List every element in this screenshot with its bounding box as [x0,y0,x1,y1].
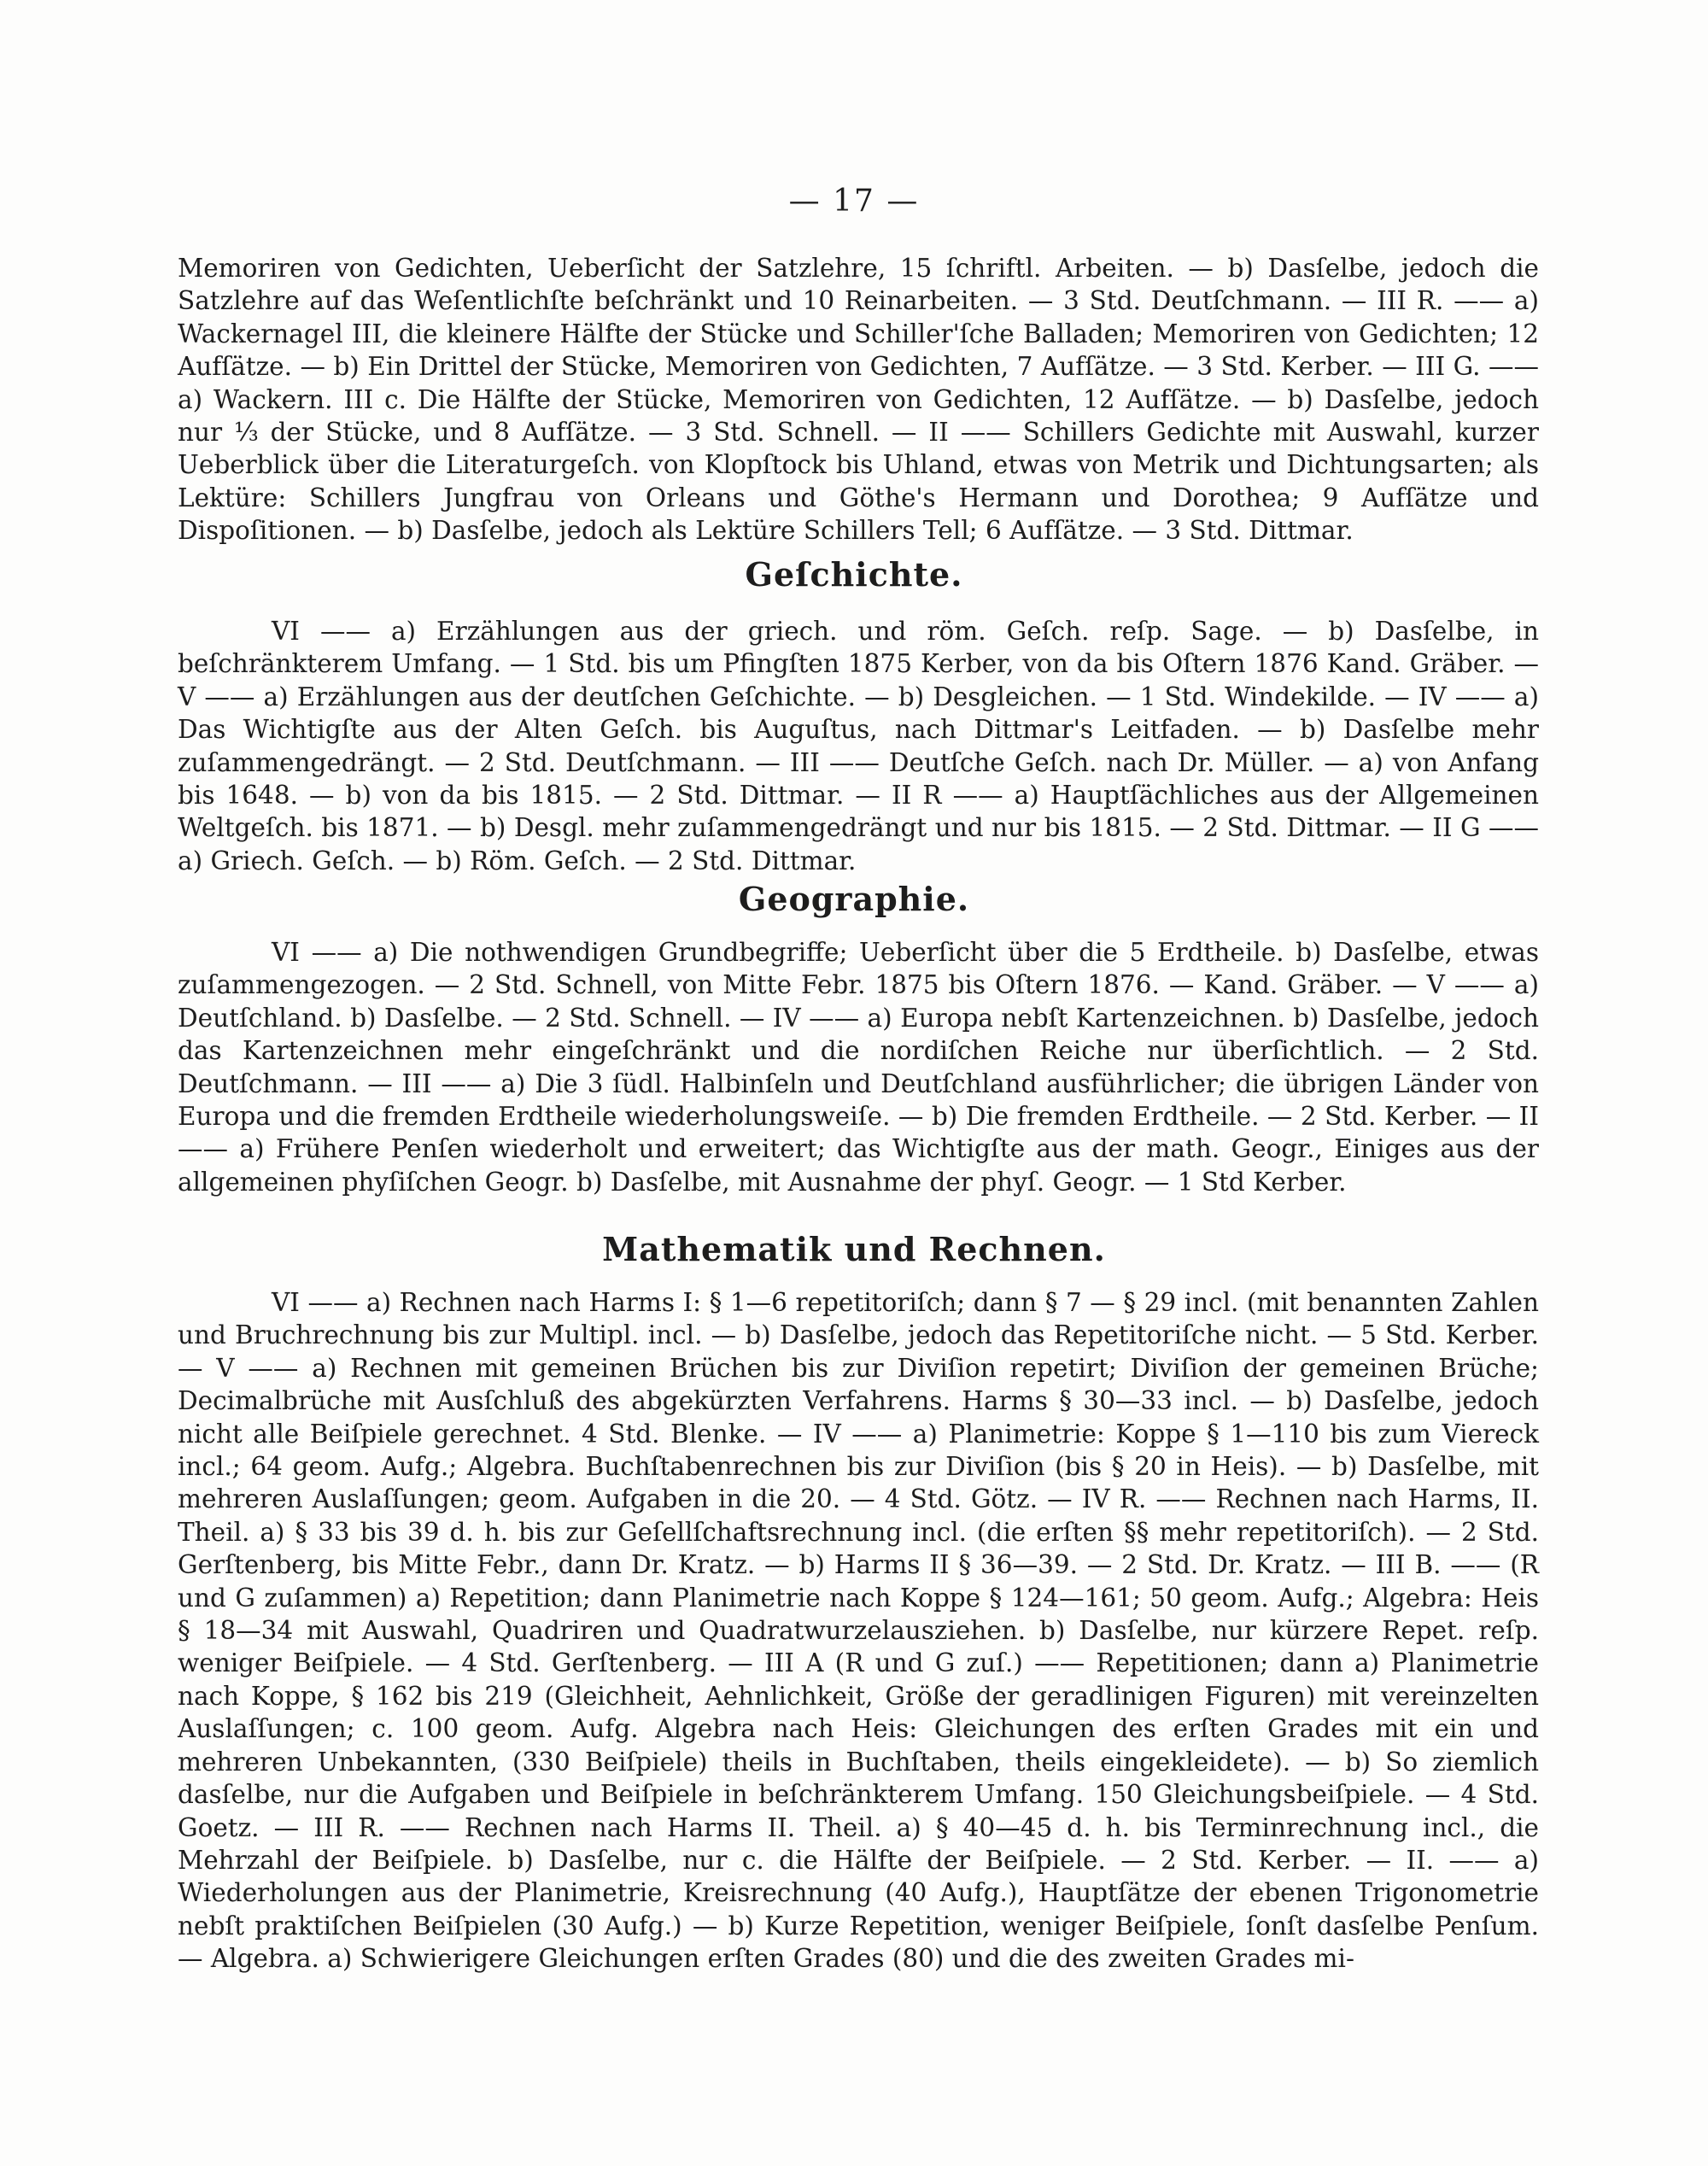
geschichte-paragraph: VI —— a) Erzählungen aus der griech. und röm. Geſch. reſp. Sage. — b) Dasſelbe, in beſchränkterem Umfang. — 1 Std. bis um Pfingſten 1875 Kerber, von da bis Oſtern 1876 Kand. Gräber. — V —— a) Erzählungen aus der deutſchen Geſchichte. — b) Desgleichen. — 1 Std. Windekilde. — IV —— a) Das Wichtigſte aus der Alten Geſch. bis Auguſtus, nach Dittmar's Leitfaden. — b) Dasſelbe mehr zuſammengedrängt. — 2 Std. Deutſchmann. — III —— Deutſche Geſch. nach Dr. Müller. — a) von Anfang bis 1648. — b) von da bis 1815. — 2 Std. Dittmar. — II R —— a) Hauptſächliches aus der Allgemeinen Weltgeſch. bis 1871. — b) Desgl. mehr zuſammengedrängt und nur bis 1815. — 2 Std. Dittmar. — II G —— a) Griech. Geſch. — b) Röm. Geſch. — 2 Std. Dittmar. [178,617,1539,875]
geographie-paragraph: VI —— a) Die nothwendigen Grundbegriffe; Ueberſicht über die 5 Erdtheile. b) Dasſelbe, etwas zuſammengezogen. — 2 Std. Schnell, von Mitte Febr. 1875 bis Oſtern 1876. — Kand. Gräber. — V —— a) Deutſchland. b) Dasſelbe. — 2 Std. Schnell. — IV —— a) Europa nebſt Kartenzeichnen. b) Dasſelbe, jedoch das Kartenzeichnen mehr eingeſchränkt und die nordiſchen Reiche nur überſichtlich. — 2 Std. Deutſchmann. — III —— a) Die 3 ſüdl. Halbinſeln und Deutſchland ausführlicher; die übrigen Länder von Europa und die fremden Erdtheile wiederholungsweiſe. — b) Die fremden Erdtheile. — 2 Std. Kerber. — II —— a) Frühere Penſen wiederholt und erweitert; das Wichtigſte aus der math. Geogr., Einiges aus der allgemeinen phyſiſchen Geogr. b) Dasſelbe, mit Ausnahme der phyſ. Geogr. — 1 Std Kerber. [178,938,1539,1197]
mathematik-paragraph: VI —— a) Rechnen nach Harms I: § 1—6 repetitoriſch; dann § 7 — § 29 incl. (mit benannten Zahlen und Bruchrechnung bis zur Multipl. incl. — b) Dasſelbe, jedoch das Repetitoriſche nicht. — 5 Std. Kerber. — V —— a) Rechnen mit gemeinen Brüchen bis zur Diviſion repetirt; Diviſion der gemeinen Brüche; Decimalbrüche mit Ausſchluß des abgekürzten Verfahrens. Harms § 30—33 incl. — b) Dasſelbe, jedoch nicht alle Beiſpiele gerechnet. 4 Std. Blenke. — IV —— a) Planimetrie: Koppe § 1—110 bis zum Viereck incl.; 64 geom. Aufg.; Algebra. Buchſtabenrechnen bis zur Diviſion (bis § 20 in Heis). — b) Dasſelbe, mit mehreren Auslaſſungen; geom. Aufgaben in die 20. — 4 Std. Götz. — IV R. —— Rechnen nach Harms, II. Theil. a) § 33 bis 39 d. h. bis zur Geſellſchaftsrechnung incl. (die erſten §§ mehr repetitoriſch). — 2 Std. Gerſtenberg, bis Mitte Febr., dann Dr. Kratz. — b) Harms II § 36—39. — 2 Std. Dr. Kratz. — III B. —— (R und G zuſammen) a) Repetition; dann Planimetrie nach Koppe § 124—161; 50 geom. Aufg.; Algebra: Heis § 18—34 mit Auswahl, Quadriren und Quadratwurzelausziehen. b) Dasſelbe, nur kürzere Repet. reſp. weniger Beiſpiele. — 4 Std. Gerſtenberg. — III A (R und G zuſ.) —— Repetitionen; dann a) Planimetrie nach Koppe, § 162 bis 219 (Gleichheit, Aehnlichkeit, Größe der geradlinigen Figuren) mit vereinzelten Auslaſſungen; c. 100 geom. Aufg. Algebra nach Heis: Gleichungen des erſten Grades mit ein und mehreren Unbekannten, (330 Beiſpiele) theils in Buchſtaben, theils eingekleidete). — b) So ziemlich dasſelbe, nur die Aufgaben und Beiſpiele in beſchränkterem Umfang. 150 Gleichungsbeiſpiele. — 4 Std. Goetz. — III R. —— Rechnen nach Harms II. Theil. a) § 40—45 d. h. bis Terminrechnung incl., die Mehrzahl der Beiſpiele. b) Dasſelbe, nur c. die Hälfte der Beiſpiele. — 2 Std. Kerber. — II. —— a) Wiederholungen aus der Planimetrie, Kreisrechnung (40 Aufg.), Hauptſätze der ebenen Trigonometrie nebſt praktiſchen Beiſpielen (30 Aufg.) — b) Kurze Repetition, weniger Beiſpiele, ſonſt dasſelbe Penſum. — Algebra. a) Schwierigere Gleichungen erſten Grades (80) und die des zweiten Grades mi- [178,1288,1539,1974]
deutsch-continuation-paragraph: Memoriren von Gedichten, Ueberſicht der Satzlehre, 15 ſchriftl. Arbeiten. — b) Dasſelbe, jedoch die Satzlehre auf das Weſentlichſte beſchränkt und 10 Reinarbeiten. — 3 Std. Deutſchmann. — III R. —— a) Wackernagel III, die kleinere Hälfte der Stücke und Schiller'ſche Balladen; Memoriren von Gedichten; 12 Aufſätze. — b) Ein Drittel der Stücke, Memoriren von Gedichten, 7 Aufſätze. — 3 Std. Kerber. — III G. —— a) Wackern. III c. Die Hälfte der Stücke, Memoriren von Gedichten, 12 Aufſätze. — b) Dasſelbe, jedoch nur ⅓ der Stücke, und 8 Aufſätze. — 3 Std. Schnell. — II —— Schillers Gedichte mit Auswahl, kurzer Ueberblick über die Literaturgeſch. von Klopſtock bis Uhland, etwas von Metrik und Dichtungsarten; als Lektüre: Schillers Jungfrau von Orleans und Göthe's Hermann und Dorothea; 9 Aufſätze und Dispoſitionen. — b) Dasſelbe, jedoch als Lektüre Schillers Tell; 6 Aufſätze. — 3 Std. Dittmar. [178,254,1539,546]
geschichte-heading: Geſchichte. [745,555,963,594]
geographie-heading: Geographie. [738,880,970,918]
mathematik-heading: Mathematik und Rechnen. [602,1230,1106,1268]
page-number: — 17 — [788,184,920,219]
